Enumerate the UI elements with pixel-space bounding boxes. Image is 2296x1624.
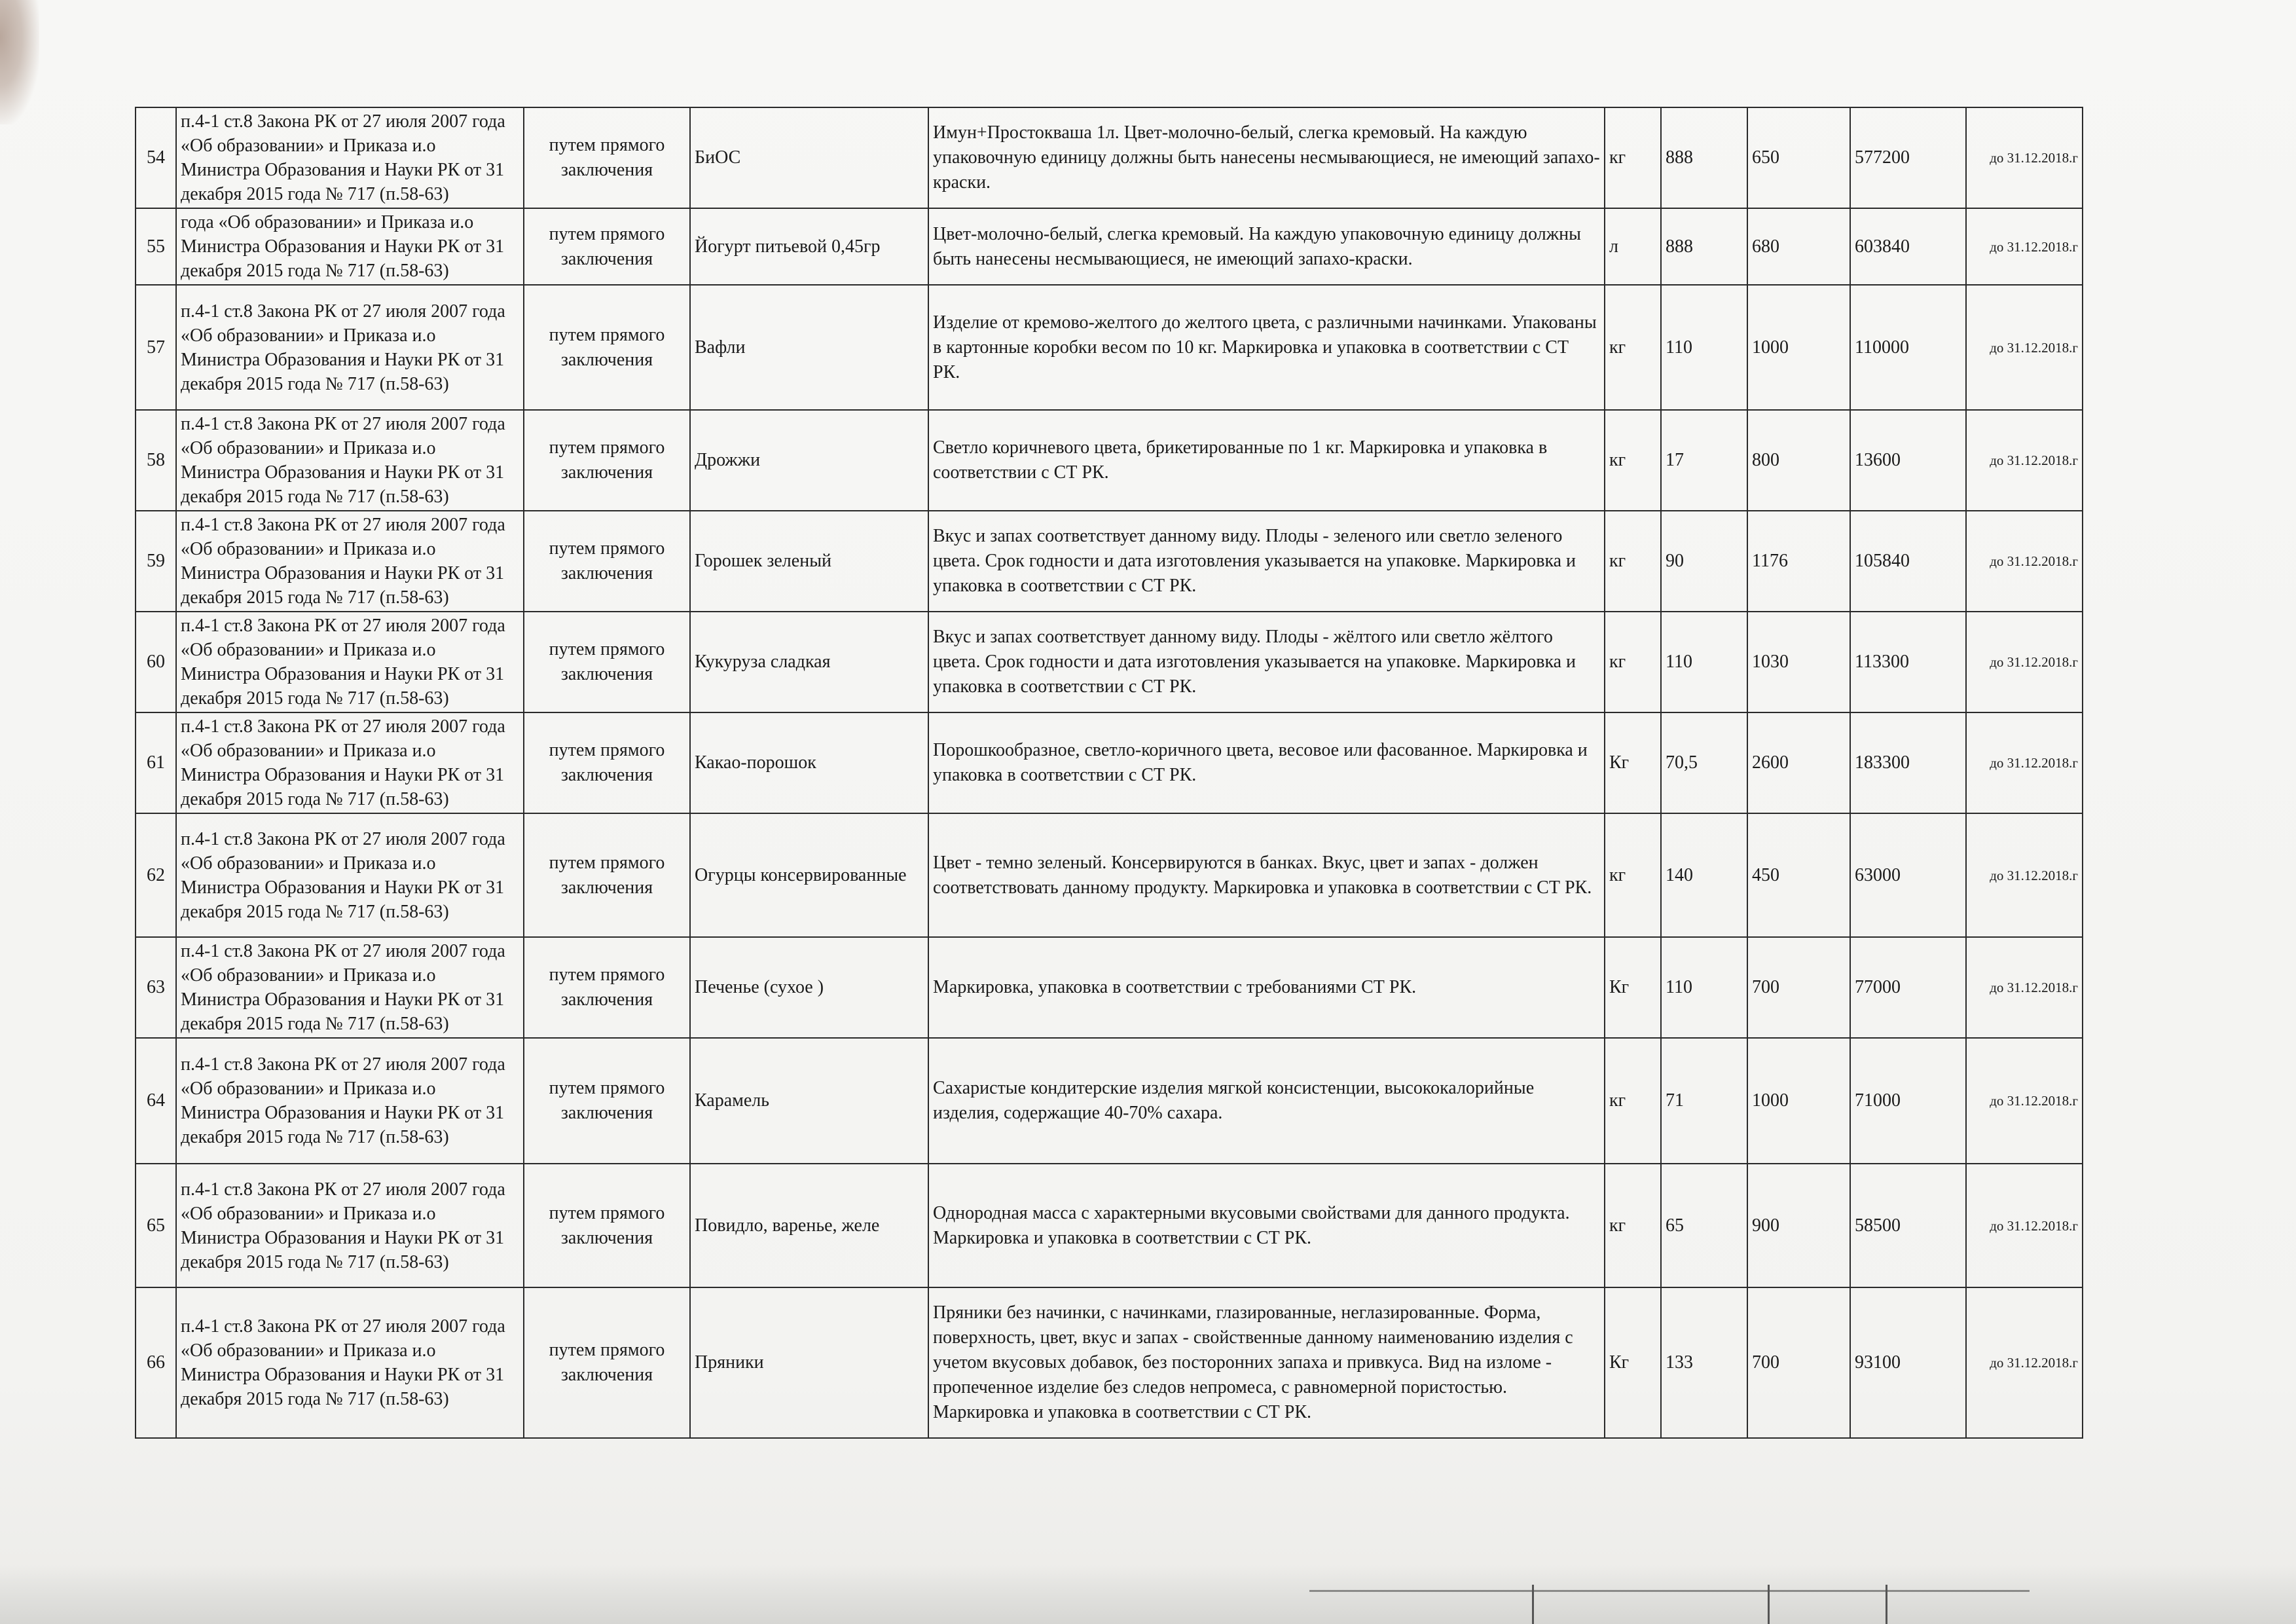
cell-num: 61 — [136, 712, 176, 813]
cell-num: 65 — [136, 1164, 176, 1287]
table-row — [136, 937, 2083, 1038]
cell-method: путем прямого заключения — [524, 410, 690, 511]
cell-basis: п.4-1 ст.8 Закона РК от 27 июля 2007 года «Об образовании» и Приказа и.о Министра Образования и Науки РК от 31 декабря 2015 года № 717 (п.58-63) — [176, 712, 524, 813]
cell-name: Повидло, варенье, желе — [690, 1164, 928, 1287]
cell-sum: 113300 — [1850, 612, 1966, 712]
cell-sum: 577200 — [1850, 107, 1966, 208]
cell-description: Вкус и запах соответствует данному виду. Плоды - зеленого или светло зеленого цвета. Срок годности и дата изготовления указывается на упаковке. Маркировка и упаковка в соответствии с СТ РК. — [928, 511, 1605, 612]
cell-unit: кг — [1605, 612, 1661, 712]
cell-price: 1030 — [1747, 612, 1850, 712]
cell-description: Маркировка, упаковка в соответствии с требованиями СТ РК. — [928, 937, 1605, 1038]
cell-qty: 110 — [1661, 612, 1747, 712]
cell-price: 650 — [1747, 107, 1850, 208]
cell-deadline: до 31.12.2018.г — [1966, 813, 2083, 937]
cell-basis: п.4-1 ст.8 Закона РК от 27 июля 2007 года «Об образовании» и Приказа и.о Министра Образования и Науки РК от 31 декабря 2015 года № 717 (п.58-63) — [176, 511, 524, 612]
cell-num: 64 — [136, 1038, 176, 1164]
cell-price: 900 — [1747, 1164, 1850, 1287]
cell-description: Пряники без начинки, с начинками, глазированные, неглазированные. Форма, поверхность, цвет, вкус и запах - свойственные данному наименованию изделия с учетом вкусовых добавок, без посторонних запаха и привкуса. Вид на изломе - пропеченное изделие без следов непромеса, с равномерной пористостью. Маркировка и упаковка в соответствии с СТ РК. — [928, 1287, 1605, 1438]
cell-basis: п.4-1 ст.8 Закона РК от 27 июля 2007 года «Об образовании» и Приказа и.о Министра Образования и Науки РК от 31 декабря 2015 года № 717 (п.58-63) — [176, 1287, 524, 1438]
cell-qty: 70,5 — [1661, 712, 1747, 813]
cell-name: Карамель — [690, 1038, 928, 1164]
cell-description: Изделие от кремово-желтого до желтого цвета, с различными начинками. Упакованы в картонные коробки весом по 10 кг. Маркировка и упаковка в соответствии с СТ РК. — [928, 285, 1605, 410]
cell-qty: 71 — [1661, 1038, 1747, 1164]
cell-method: путем прямого заключения — [524, 107, 690, 208]
cell-num: 63 — [136, 937, 176, 1038]
fold-tick — [1532, 1585, 1534, 1624]
cell-qty: 888 — [1661, 107, 1747, 208]
cell-name: БиОС — [690, 107, 928, 208]
cell-unit: кг — [1605, 285, 1661, 410]
cell-description: Имун+Простокваша 1л. Цвет-молочно-белый, слегка кремовый. На каждую упаковочную единицу должны быть нанесены несмывающиеся, не имеющий запахо-краски. — [928, 107, 1605, 208]
cell-name: Вафли — [690, 285, 928, 410]
cell-deadline: до 31.12.2018.г — [1966, 712, 2083, 813]
cell-deadline: до 31.12.2018.г — [1966, 107, 2083, 208]
cell-deadline: до 31.12.2018.г — [1966, 1287, 2083, 1438]
cell-num: 66 — [136, 1287, 176, 1438]
cell-description: Светло коричневого цвета, брикетированные по 1 кг. Маркировка и упаковка в соответствии с СТ РК. — [928, 410, 1605, 511]
cell-description: Однородная масса с характерными вкусовыми свойствами для данного продукта. Маркировка и упаковка в соответствии с СТ РК. — [928, 1164, 1605, 1287]
cell-method: путем прямого заключения — [524, 1164, 690, 1287]
page-fold — [0, 1565, 2296, 1624]
cell-deadline: до 31.12.2018.г — [1966, 1164, 2083, 1287]
cell-unit: кг — [1605, 1164, 1661, 1287]
cell-method: путем прямого заключения — [524, 813, 690, 937]
cell-price: 700 — [1747, 937, 1850, 1038]
cell-basis: п.4-1 ст.8 Закона РК от 27 июля 2007 года «Об образовании» и Приказа и.о Министра Образования и Науки РК от 31 декабря 2015 года № 717 (п.58-63) — [176, 937, 524, 1038]
cell-unit: Кг — [1605, 1287, 1661, 1438]
cell-basis: п.4-1 ст.8 Закона РК от 27 июля 2007 года «Об образовании» и Приказа и.о Министра Образования и Науки РК от 31 декабря 2015 года № 717 (п.58-63) — [176, 1164, 524, 1287]
cell-name: Какао-порошок — [690, 712, 928, 813]
cell-qty: 133 — [1661, 1287, 1747, 1438]
cell-basis: п.4-1 ст.8 Закона РК от 27 июля 2007 года «Об образовании» и Приказа и.о Министра Образования и Науки РК от 31 декабря 2015 года № 717 (п.58-63) — [176, 410, 524, 511]
cell-sum: 603840 — [1850, 208, 1966, 285]
table-row — [136, 511, 2083, 612]
cell-deadline: до 31.12.2018.г — [1966, 1038, 2083, 1164]
cell-price: 700 — [1747, 1287, 1850, 1438]
cell-qty: 140 — [1661, 813, 1747, 937]
cell-price: 680 — [1747, 208, 1850, 285]
cell-sum: 110000 — [1850, 285, 1966, 410]
cell-qty: 888 — [1661, 208, 1747, 285]
cell-deadline: до 31.12.2018.г — [1966, 937, 2083, 1038]
cell-unit: кг — [1605, 813, 1661, 937]
cell-sum: 77000 — [1850, 937, 1966, 1038]
cell-deadline: до 31.12.2018.г — [1966, 285, 2083, 410]
cell-sum: 63000 — [1850, 813, 1966, 937]
table-row — [136, 813, 2083, 937]
table-row — [136, 1164, 2083, 1287]
cell-method: путем прямого заключения — [524, 511, 690, 612]
cell-name: Горошек зеленый — [690, 511, 928, 612]
fold-tick — [1886, 1585, 1887, 1624]
cell-sum: 71000 — [1850, 1038, 1966, 1164]
cell-qty: 90 — [1661, 511, 1747, 612]
cell-basis: п.4-1 ст.8 Закона РК от 27 июля 2007 года «Об образовании» и Приказа и.о Министра Образования и Науки РК от 31 декабря 2015 года № 717 (п.58-63) — [176, 612, 524, 712]
table-row — [136, 712, 2083, 813]
cell-description: Цвет - темно зеленый. Консервируются в банках. Вкус, цвет и запах - должен соответствовать данному продукту. Маркировка и упаковка в соответствии с СТ РК. — [928, 813, 1605, 937]
cell-price: 800 — [1747, 410, 1850, 511]
cell-unit: л — [1605, 208, 1661, 285]
procurement-table — [135, 107, 2083, 1439]
cell-unit: кг — [1605, 107, 1661, 208]
cell-method: путем прямого заключения — [524, 712, 690, 813]
cell-basis: п.4-1 ст.8 Закона РК от 27 июля 2007 года «Об образовании» и Приказа и.о Министра Образования и Науки РК от 31 декабря 2015 года № 717 (п.58-63) — [176, 1038, 524, 1164]
table-row — [136, 1287, 2083, 1438]
cell-sum: 58500 — [1850, 1164, 1966, 1287]
cell-sum: 105840 — [1850, 511, 1966, 612]
cell-description: Вкус и запах соответствует данному виду. Плоды - жёлтого или светло жёлтого цвета. Срок годности и дата изготовления указывается на упаковке. Маркировка и упаковка в соответствии с СТ РК. — [928, 612, 1605, 712]
table-row — [136, 612, 2083, 712]
table-row — [136, 410, 2083, 511]
cell-qty: 17 — [1661, 410, 1747, 511]
cell-basis: п.4-1 ст.8 Закона РК от 27 июля 2007 года «Об образовании» и Приказа и.о Министра Образования и Науки РК от 31 декабря 2015 года № 717 (п.58-63) — [176, 107, 524, 208]
cell-deadline: до 31.12.2018.г — [1966, 511, 2083, 612]
table-row — [136, 1038, 2083, 1164]
cell-price: 450 — [1747, 813, 1850, 937]
cell-name: Печенье (сухое ) — [690, 937, 928, 1038]
cell-method: путем прямого заключения — [524, 208, 690, 285]
cell-description: Порошкообразное, светло-коричного цвета, весовое или фасованное. Маркировка и упаковка в соответствии с СТ РК. — [928, 712, 1605, 813]
cell-price: 1176 — [1747, 511, 1850, 612]
cell-deadline: до 31.12.2018.г — [1966, 612, 2083, 712]
cell-method: путем прямого заключения — [524, 1287, 690, 1438]
cell-name: Йогурт питьевой 0,45гр — [690, 208, 928, 285]
cell-qty: 110 — [1661, 937, 1747, 1038]
cell-basis: года «Об образовании» и Приказа и.о Министра Образования и Науки РК от 31 декабря 2015 года № 717 (п.58-63) — [176, 208, 524, 285]
cell-name: Огурцы консервированные — [690, 813, 928, 937]
cell-basis: п.4-1 ст.8 Закона РК от 27 июля 2007 года «Об образовании» и Приказа и.о Министра Образования и Науки РК от 31 декабря 2015 года № 717 (п.58-63) — [176, 813, 524, 937]
cell-name: Дрожжи — [690, 410, 928, 511]
table-row — [136, 107, 2083, 208]
cell-deadline: до 31.12.2018.г — [1966, 208, 2083, 285]
cell-method: путем прямого заключения — [524, 1038, 690, 1164]
cell-unit: кг — [1605, 1038, 1661, 1164]
cell-qty: 65 — [1661, 1164, 1747, 1287]
cell-description: Цвет-молочно-белый, слегка кремовый. На каждую упаковочную единицу должны быть нанесены несмывающиеся, не имеющий запахо-краски. — [928, 208, 1605, 285]
table-row — [136, 285, 2083, 410]
cell-unit: кг — [1605, 511, 1661, 612]
cell-sum: 13600 — [1850, 410, 1966, 511]
table-row — [136, 208, 2083, 285]
cell-name: Кукуруза сладкая — [690, 612, 928, 712]
cell-sum: 183300 — [1850, 712, 1966, 813]
cell-deadline: до 31.12.2018.г — [1966, 410, 2083, 511]
cell-unit: Кг — [1605, 712, 1661, 813]
cell-num: 58 — [136, 410, 176, 511]
cell-num: 55 — [136, 208, 176, 285]
cell-method: путем прямого заключения — [524, 612, 690, 712]
cell-method: путем прямого заключения — [524, 937, 690, 1038]
cell-sum: 93100 — [1850, 1287, 1966, 1438]
fold-tick — [1768, 1585, 1770, 1624]
cell-description: Сахаристые кондитерские изделия мягкой консистенции, высококалорийные изделия, содержащие 40-70% сахара. — [928, 1038, 1605, 1164]
cell-num: 60 — [136, 612, 176, 712]
cell-num: 57 — [136, 285, 176, 410]
cell-price: 1000 — [1747, 285, 1850, 410]
cell-method: путем прямого заключения — [524, 285, 690, 410]
cell-name: Пряники — [690, 1287, 928, 1438]
cell-num: 54 — [136, 107, 176, 208]
cell-num: 59 — [136, 511, 176, 612]
cell-unit: Кг — [1605, 937, 1661, 1038]
cell-basis: п.4-1 ст.8 Закона РК от 27 июля 2007 года «Об образовании» и Приказа и.о Министра Образования и Науки РК от 31 декабря 2015 года № 717 (п.58-63) — [176, 285, 524, 410]
scan-shadow — [0, 0, 39, 124]
fold-line — [1309, 1590, 2030, 1592]
cell-price: 2600 — [1747, 712, 1850, 813]
cell-num: 62 — [136, 813, 176, 937]
cell-price: 1000 — [1747, 1038, 1850, 1164]
cell-unit: кг — [1605, 410, 1661, 511]
cell-qty: 110 — [1661, 285, 1747, 410]
